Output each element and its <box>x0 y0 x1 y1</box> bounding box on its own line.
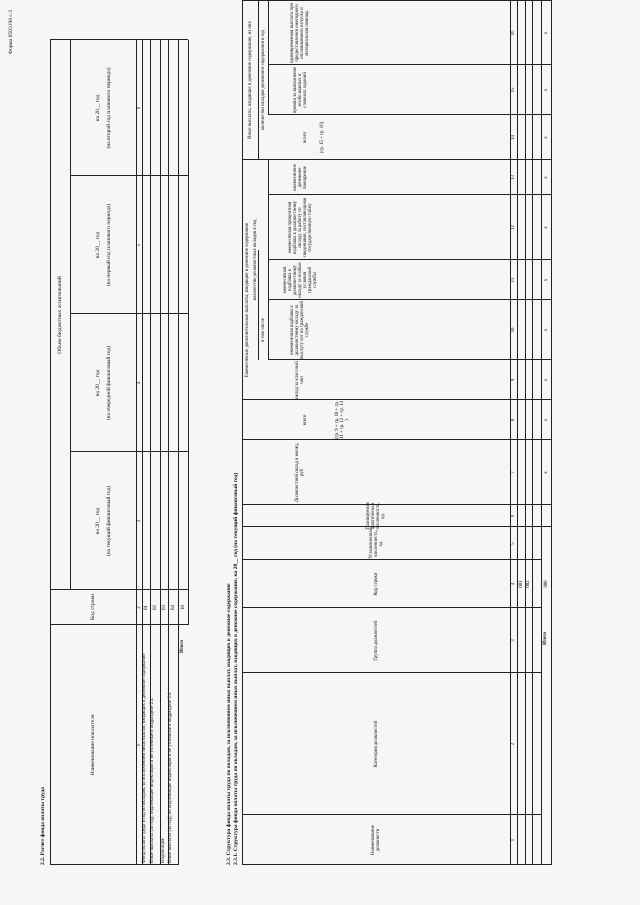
period3-sub: (на первый год планового периода) <box>106 203 112 287</box>
x-mark: х <box>543 136 549 139</box>
col-num: 1 <box>511 838 516 842</box>
col-code-header: Код строки <box>90 593 96 621</box>
period4-sub: (на второй год планового периода) <box>106 67 112 149</box>
period3-year: на 20__ год <box>95 231 101 259</box>
allow-formula: (гр. 9 + гр. 10 + гр. 11 + гр. 12 + гр. 13 ) <box>334 400 350 440</box>
period4-year: на 20__ год <box>95 94 101 122</box>
col-num: 4 <box>511 582 516 586</box>
row-code: 04 <box>170 605 176 610</box>
col-num: 2 <box>511 742 516 746</box>
col5-header: Установленная численность, ед. <box>368 528 384 559</box>
total-label: Итого <box>543 632 548 645</box>
col1-header: Наименование должности <box>371 825 381 855</box>
row-name: Иные выплаты (за год), подлежащие индексации и не учтенные в подразделе 2.4 <box>150 698 155 863</box>
period2-sub: (на очередной финансовый год) <box>106 345 112 421</box>
col-num: 4 <box>136 381 142 385</box>
col-num: 2 <box>136 606 142 609</box>
col-num: 10 <box>511 327 516 333</box>
col-num: 15 <box>511 87 516 93</box>
col3-header: Группа должностей <box>373 620 379 661</box>
allow-header: количество должностных окладов в год <box>252 219 258 301</box>
col-num: 14 <box>511 135 516 140</box>
row-code: 03 <box>161 605 167 610</box>
x-mark: х <box>543 328 549 332</box>
col-num: 13 <box>511 175 516 180</box>
col6-header: Планируемая фактическая численность, ед. <box>366 502 386 530</box>
col-name-header: Наименование показателя <box>90 714 96 776</box>
monthly-header: Ежемесячные дополнительные выплаты, входящие в денежное содержание <box>244 222 250 378</box>
col-num: 11 <box>511 277 516 283</box>
row-code: 002 <box>526 580 531 588</box>
row-name: Индексация <box>161 838 166 863</box>
incl-header: в том числе <box>261 318 266 342</box>
section-2-3-1-title: 2.3.1. Структура фонда оплаты труда по окладам, за исключением иных выплат, входящих в денежное содержание, на 20__ год (на текущий финансовый год) <box>233 472 239 865</box>
x-mark: х <box>543 378 549 382</box>
other-formula: (гр. 15 + гр. 16) <box>319 121 325 154</box>
x-mark: х <box>543 31 549 35</box>
col15-header: премии за выполнение особо важных и сложных заданий <box>292 66 308 114</box>
period1-sub: (на текущий финансовый год) <box>106 485 112 557</box>
row-code: 02 <box>152 605 158 610</box>
x-mark: х <box>543 278 549 282</box>
col2-header: Категория должностей <box>373 720 379 768</box>
col4-header: Код строки <box>373 572 379 596</box>
col16-header: единовременная выплата при предоставлении ежегодного оплачиваемого отпуска и материальная помощь <box>290 2 310 64</box>
other-sub: количество окладов денежного содержания в год <box>260 30 266 130</box>
total-label: Итого <box>180 640 185 653</box>
x-mark: х <box>543 176 549 179</box>
col-num: 5 <box>511 542 516 545</box>
period2-year: на 20__ год <box>95 369 101 397</box>
col7-header: Должностной оклад в месяц, руб <box>295 442 305 503</box>
col-num: 6 <box>136 106 142 110</box>
x-mark: х <box>543 88 549 92</box>
col-num: 6 <box>511 514 516 518</box>
col12-header: ежемесячная процентная надбавка к должностному окладу за работу со сведениями, составляющими государственную тайну <box>287 197 313 258</box>
section-2-2-title: 2.2. Расчет фонда оплаты труда <box>40 787 46 865</box>
col-volume-header: Объем бюджетных ассигнований <box>57 276 63 354</box>
period1-year: на 20__ год <box>95 507 101 535</box>
col10-header: ежемесячная надбавка к должностному окладу за выслугу лет на гражданской службе <box>290 301 310 359</box>
total-code: 900 <box>543 580 549 588</box>
x-mark: х <box>543 226 549 229</box>
col-num: 3 <box>511 639 516 642</box>
row-name: Фонд оплаты труда в год по окладам, за исключением иных выплат, входящих в денежное содержание <box>142 653 147 863</box>
total-code: 10 <box>180 605 186 610</box>
col-num: 16 <box>511 30 516 36</box>
col-num: 1 <box>136 743 142 747</box>
form-number: Форма 0503198 с.3 <box>8 10 14 55</box>
col-num: 9 <box>511 378 516 382</box>
allow-total: всего <box>302 414 308 426</box>
section-2-3-title: 2.3. Структура фонда оплаты труда по окладам, за исключением иных выплат, входящих в денежное содержание <box>226 583 232 865</box>
row-name: Иные выплаты (за год), не подлежащие индексации и не учтенные в подразделе 2.4 <box>168 692 173 863</box>
x-mark: х <box>543 418 549 422</box>
row-code: 01 <box>143 605 149 610</box>
x-mark: х <box>543 471 549 474</box>
col-num: 12 <box>511 225 516 230</box>
other-header: Иные выплаты, входящие в денежное содержание, из них <box>247 21 253 139</box>
col11-header: ежемесячная надбавка к должностному окладу за особые условия гражданской службы <box>282 262 318 298</box>
other-total: всего <box>302 132 308 143</box>
row-code: 001 <box>518 580 524 588</box>
col-num: 3 <box>136 519 142 523</box>
col-num: 5 <box>136 243 142 247</box>
col-num: 8 <box>511 418 516 422</box>
col13-header: ежемесячное денежное поощрение <box>292 164 308 191</box>
col-num: 7 <box>511 471 516 474</box>
col9-header: оклад за классный чин <box>295 361 305 399</box>
